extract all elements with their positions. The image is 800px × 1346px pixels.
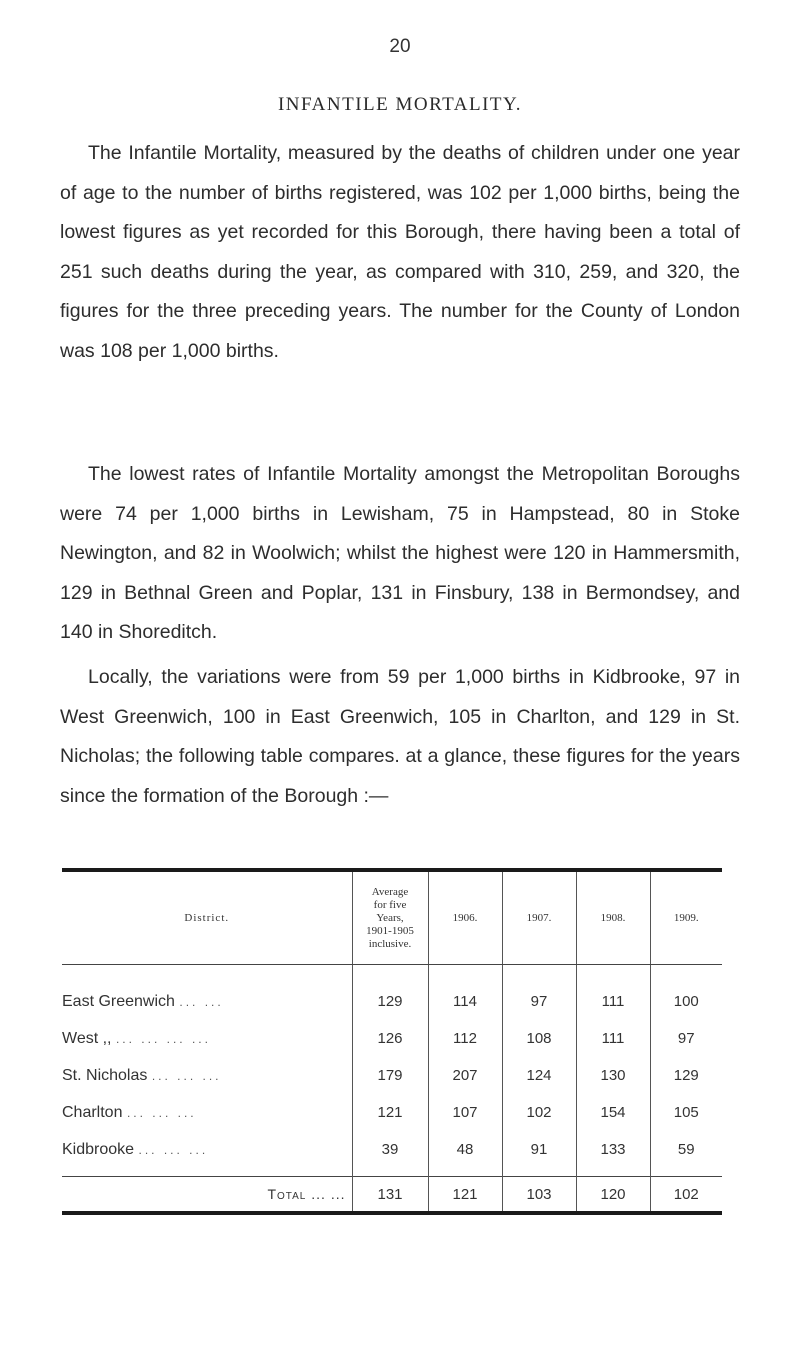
- cell-1907: 97: [502, 965, 576, 1021]
- cell-1909: 105: [650, 1094, 722, 1131]
- cell-1908: 111: [576, 1020, 650, 1057]
- leader-dots: ... ... ... ...: [115, 1031, 211, 1046]
- table-row: [62, 1020, 722, 1057]
- cell-1906: 207: [428, 1057, 502, 1094]
- cell-1908: 154: [576, 1094, 650, 1131]
- cell-1909: 100: [650, 965, 722, 1021]
- district-name: West ,,: [62, 1029, 112, 1047]
- section-heading: INFANTILE MORTALITY.: [277, 94, 523, 115]
- cell-1909: 97: [650, 1020, 722, 1057]
- cell-1906: 48: [428, 1131, 502, 1177]
- total-label: Total: [267, 1186, 307, 1202]
- district-cell: [62, 1020, 352, 1057]
- paragraph-2: The lowest rates of Infantile Mortality amongst the Metropolitan Boroughs were 74 per 1,000 births in Lewisham, 75 in Hampstead, 80 in Stoke Newington, and 82 in Woolwich; whilst the highest were 120 in Hammersmith, 129 in Bethnal Green and Poplar, 131 in Finsbury, 138 in Bermondsey, and 140 in Shoreditch.: [60, 463, 740, 643]
- header-district: District.: [62, 872, 352, 965]
- cell-1908: 111: [576, 965, 650, 1021]
- district-name: Charlton: [62, 1103, 123, 1121]
- header-average-line: for five: [373, 898, 407, 911]
- cell-1909: 102: [650, 1177, 722, 1212]
- table-row: [62, 1131, 722, 1177]
- cell-1909: 59: [650, 1131, 722, 1177]
- cell-1906: 121: [428, 1177, 502, 1212]
- cell-1908: 133: [576, 1131, 650, 1177]
- table-row: [62, 1094, 722, 1131]
- district-name: St. Nicholas: [62, 1066, 148, 1084]
- cell-1906: 107: [428, 1094, 502, 1131]
- table-row: [62, 965, 722, 1021]
- header-average-line: inclusive.: [368, 937, 412, 950]
- average-cell: 179: [352, 1057, 428, 1094]
- district-cell: [62, 1131, 352, 1177]
- header-average-line: Years,: [376, 911, 404, 924]
- average-cell: 126: [352, 1020, 428, 1057]
- header-average: [352, 872, 428, 965]
- mortality-table: [62, 868, 722, 1215]
- cell-1907: 103: [502, 1177, 576, 1212]
- average-cell: 131: [352, 1177, 428, 1212]
- cell-1909: 129: [650, 1057, 722, 1094]
- header-1909: 1909.: [650, 872, 722, 965]
- table-bottom-rule: [62, 1211, 722, 1215]
- header-average-line: Average: [371, 885, 409, 898]
- average-cell: 39: [352, 1131, 428, 1177]
- header-1906: 1906.: [428, 872, 502, 965]
- cell-1906: 112: [428, 1020, 502, 1057]
- leader-dots: ... ... ...: [151, 1068, 222, 1083]
- header-average-line: 1901-1905: [366, 924, 414, 937]
- average-cell: 129: [352, 965, 428, 1021]
- cell-1907: 124: [502, 1057, 576, 1094]
- table-row: [62, 1057, 722, 1094]
- paragraph-1: The Infantile Mortality, measured by the deaths of children under one year of age to the number of births registered, was 102 per 1,000 births, being the lowest figures as yet recorded for this Borough, there having been a total of 251 such deaths during the year, as compared with 310, 259, and 320, the figures for the three preceding years. The number for the County of London was 108 per 1,000 births.: [60, 142, 740, 362]
- paragraph-3: Locally, the variations were from 59 per 1,000 births in Kidbrooke, 97 in West Greenwich, 100 in East Greenwich, 105 in Charlton, and 129 in St. Nicholas; the following table compares. at a glance, these figures for the years since the formation of the Borough :—: [60, 666, 740, 807]
- cell-1908: 130: [576, 1057, 650, 1094]
- header-1908: 1908.: [576, 872, 650, 965]
- district-cell: [62, 1094, 352, 1131]
- page-number: 20: [389, 36, 411, 57]
- district-cell: [62, 965, 352, 1021]
- header-1907: 1907.: [502, 872, 576, 965]
- district-cell: [62, 1057, 352, 1094]
- total-row: [62, 1177, 722, 1212]
- cell-1907: 108: [502, 1020, 576, 1057]
- leader-dots: ... ...: [179, 994, 224, 1009]
- leader-dots: ... ...: [311, 1186, 346, 1202]
- district-name: Kidbrooke: [62, 1140, 135, 1158]
- total-label-cell: [62, 1177, 352, 1212]
- cell-1907: 91: [502, 1131, 576, 1177]
- leader-dots: ... ... ...: [126, 1105, 197, 1120]
- cell-1908: 120: [576, 1177, 650, 1212]
- average-cell: 121: [352, 1094, 428, 1131]
- leader-dots: ... ... ...: [138, 1142, 209, 1157]
- cell-1907: 102: [502, 1094, 576, 1131]
- table-header-row: [62, 872, 722, 965]
- mortality-table-grid: [62, 872, 722, 1211]
- cell-1906: 114: [428, 965, 502, 1021]
- district-name: East Greenwich: [62, 992, 175, 1010]
